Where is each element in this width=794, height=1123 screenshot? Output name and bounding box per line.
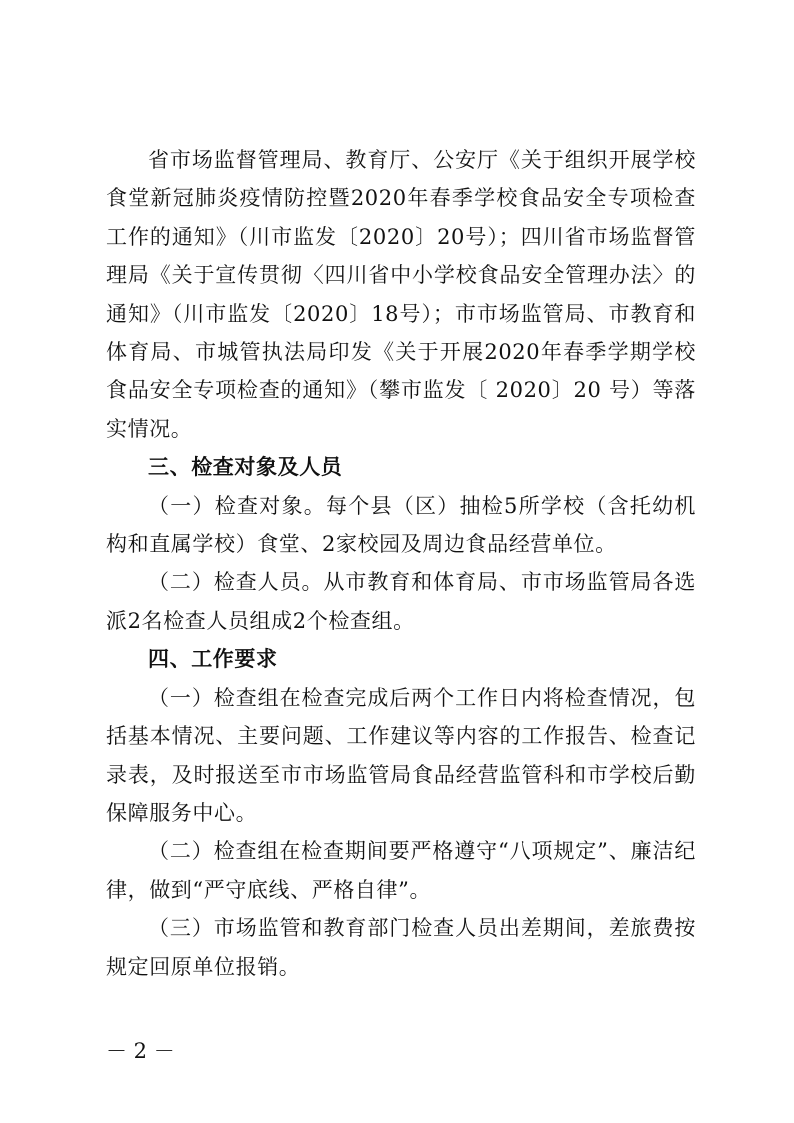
- paragraph-requirement-report: （一）检查组在检查完成后两个工作日内将检查情况，包括基本情况、主要问题、工作建议等内容的工作报告、检查记录表，及时报送至市市场监管局食品经营监管科和市学校后勤保障服务中心。: [106, 685, 696, 825]
- paragraph-requirement-expenses: （三）市场监管和教育部门检查人员出差期间，差旅费按规定回原单位报销。: [106, 916, 696, 979]
- document-body: [106, 141, 696, 986]
- paragraph-inspection-targets: （一）检查对象。每个县（区）抽检5所学校（含托幼机构和直属学校）食堂、2家校园及周边食品经营单位。: [106, 493, 696, 557]
- section-heading-inspection-targets: 三、检查对象及人员: [148, 455, 343, 480]
- section-heading-work-requirements: 四、工作要求: [148, 647, 278, 672]
- page-number: － 2 －: [106, 1039, 175, 1063]
- paragraph-requirement-discipline: （二）检查组在检查期间要严格遵守“八项规定”、廉洁纪律，做到“严守底线、严格自律”。: [106, 839, 696, 902]
- paragraph-inspection-personnel: （二）检查人员。从市教育和体育局、市市场监管局各选派2名检查人员组成2个检查组。: [106, 570, 696, 633]
- paragraph-notice-references: 省市场监督管理局、教育厅、公安厅《关于组织开展学校食堂新冠肺炎疫情防控暨2020年春季学校食品安全专项检查工作的通知》（川市监发〔2020〕20号）；四川省市场监督管理局《关于宣传贯彻〈四川省中小学校食品安全管理办法〉的通知》（川市监发〔2020〕18号）；市市场监管局、市教育和体育局、市城管执法局印发《关于开展2020年春季学期学校食品安全专项检查的通知》（攀市监发〔 2020〕20 号）等落实情况。: [106, 148, 696, 441]
